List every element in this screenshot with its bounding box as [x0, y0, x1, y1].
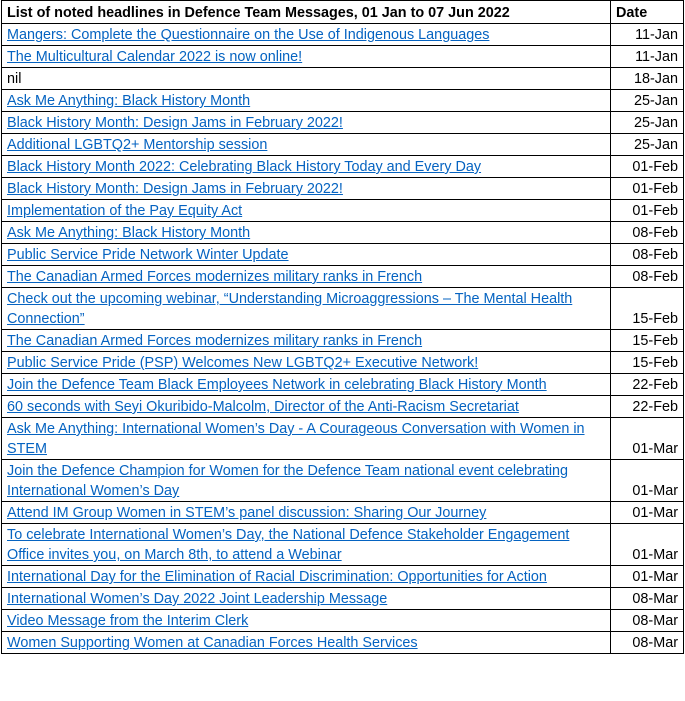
date-cell: 11-Jan [611, 24, 684, 46]
date-cell: 22-Feb [611, 374, 684, 396]
date-cell: 01-Mar [611, 566, 684, 588]
headline-cell [2, 460, 611, 502]
table-row [2, 112, 684, 134]
headline-cell [2, 244, 611, 266]
headline-link[interactable]: Join the Defence Team Black Employees Network in celebrating Black History Month [7, 377, 547, 393]
header-row [2, 1, 684, 24]
table-row [2, 588, 684, 610]
table-row [2, 200, 684, 222]
headline-cell [2, 266, 611, 288]
date-cell: 11-Jan [611, 46, 684, 68]
date-cell: 08-Mar [611, 632, 684, 654]
table-row [2, 222, 684, 244]
headline-cell [2, 632, 611, 654]
headline-cell [2, 200, 611, 222]
headline-link[interactable]: Public Service Pride (PSP) Welcomes New LGBTQ2+ Executive Network! [7, 355, 479, 371]
headline-cell [2, 24, 611, 46]
header-date: Date [611, 1, 684, 24]
date-cell: 25-Jan [611, 134, 684, 156]
date-cell: 01-Mar [611, 460, 684, 502]
table-row [2, 524, 684, 566]
headline-link[interactable]: The Multicultural Calendar 2022 is now online! [7, 49, 303, 65]
table-row [2, 178, 684, 200]
headline-link[interactable]: Black History Month 2022: Celebrating Black History Today and Every Day [7, 159, 482, 175]
table-row [2, 68, 684, 90]
headline-cell [2, 566, 611, 588]
table-row [2, 418, 684, 460]
table-row [2, 374, 684, 396]
table-row [2, 352, 684, 374]
headline-link[interactable]: Black History Month: Design Jams in February 2022! [7, 115, 343, 131]
date-cell: 08-Feb [611, 266, 684, 288]
date-cell: 01-Mar [611, 524, 684, 566]
headline-cell [2, 178, 611, 200]
headline-link[interactable]: International Day for the Elimination of Racial Discrimination: Opportunities for Action [7, 569, 547, 585]
header-title: List of noted headlines in Defence Team Messages, 01 Jan to 07 Jun 2022 [2, 1, 611, 24]
table-row [2, 24, 684, 46]
headline-cell [2, 396, 611, 418]
headline-link[interactable]: Black History Month: Design Jams in February 2022! [7, 181, 343, 197]
headline-link[interactable]: Ask Me Anything: Black History Month [7, 93, 251, 109]
headline-cell [2, 610, 611, 632]
headline-link[interactable]: Join the Defence Champion for Women for the Defence Team national event celebrating International Women’s Day [7, 463, 569, 499]
headlines-body [2, 24, 684, 654]
date-cell: 01-Mar [611, 418, 684, 460]
date-cell: 15-Feb [611, 352, 684, 374]
headline-link[interactable]: Ask Me Anything: International Women’s Day - A Courageous Conversation with Women in STEM [7, 421, 585, 457]
headline-link[interactable]: Mangers: Complete the Questionnaire on the Use of Indigenous Languages [7, 27, 490, 43]
headline-link[interactable]: Implementation of the Pay Equity Act [7, 203, 243, 219]
date-cell: 25-Jan [611, 90, 684, 112]
table-row [2, 460, 684, 502]
headline-cell [2, 418, 611, 460]
headline-cell [2, 222, 611, 244]
headline-cell [2, 330, 611, 352]
table-row [2, 632, 684, 654]
headline-cell [2, 46, 611, 68]
headline-cell [2, 90, 611, 112]
table-row [2, 244, 684, 266]
headline-cell [2, 68, 611, 90]
date-cell: 08-Feb [611, 222, 684, 244]
headline-link[interactable]: Public Service Pride Network Winter Update [7, 247, 289, 263]
date-cell: 25-Jan [611, 112, 684, 134]
date-cell: 01-Mar [611, 502, 684, 524]
table-row [2, 156, 684, 178]
headline-link[interactable]: Women Supporting Women at Canadian Forces Health Services [7, 635, 418, 651]
headline-link[interactable]: 60 seconds with Seyi Okuribido-Malcolm, Director of the Anti-Racism Secretariat [7, 399, 519, 415]
headline-link[interactable]: Attend IM Group Women in STEM’s panel discussion: Sharing Our Journey [7, 505, 487, 521]
table-row [2, 266, 684, 288]
headline-cell [2, 288, 611, 330]
table-row [2, 566, 684, 588]
date-cell: 01-Feb [611, 178, 684, 200]
table-row [2, 288, 684, 330]
date-cell: 01-Feb [611, 156, 684, 178]
headline-cell [2, 588, 611, 610]
table-row [2, 396, 684, 418]
headlines-table [1, 0, 684, 654]
headline-cell [2, 524, 611, 566]
table-row [2, 330, 684, 352]
headline-link[interactable]: International Women’s Day 2022 Joint Leadership Message [7, 591, 388, 607]
table-row [2, 610, 684, 632]
headline-link[interactable]: Additional LGBTQ2+ Mentorship session [7, 137, 268, 153]
headline-cell [2, 112, 611, 134]
headline-text: nil [7, 71, 22, 87]
headline-link[interactable]: Check out the upcoming webinar, “Understanding Microaggressions – The Mental Health Connection” [7, 291, 573, 327]
headline-cell [2, 134, 611, 156]
table-row [2, 46, 684, 68]
date-cell: 22-Feb [611, 396, 684, 418]
table-row [2, 134, 684, 156]
headline-link[interactable]: Video Message from the Interim Clerk [7, 613, 249, 629]
date-cell: 01-Feb [611, 200, 684, 222]
table-row [2, 90, 684, 112]
date-cell: 08-Feb [611, 244, 684, 266]
date-cell: 08-Mar [611, 588, 684, 610]
headline-cell [2, 374, 611, 396]
headline-link[interactable]: To celebrate International Women’s Day, the National Defence Stakeholder Engagement Office invites you, on March 8th, to attend a Webinar [7, 527, 570, 563]
headline-link[interactable]: The Canadian Armed Forces modernizes military ranks in French [7, 333, 423, 349]
date-cell: 15-Feb [611, 330, 684, 352]
date-cell: 08-Mar [611, 610, 684, 632]
headline-cell [2, 156, 611, 178]
headline-cell [2, 352, 611, 374]
date-cell: 18-Jan [611, 68, 684, 90]
table-row [2, 502, 684, 524]
headline-cell [2, 502, 611, 524]
headline-link[interactable]: The Canadian Armed Forces modernizes military ranks in French [7, 269, 423, 285]
date-cell: 15-Feb [611, 288, 684, 330]
headline-link[interactable]: Ask Me Anything: Black History Month [7, 225, 251, 241]
